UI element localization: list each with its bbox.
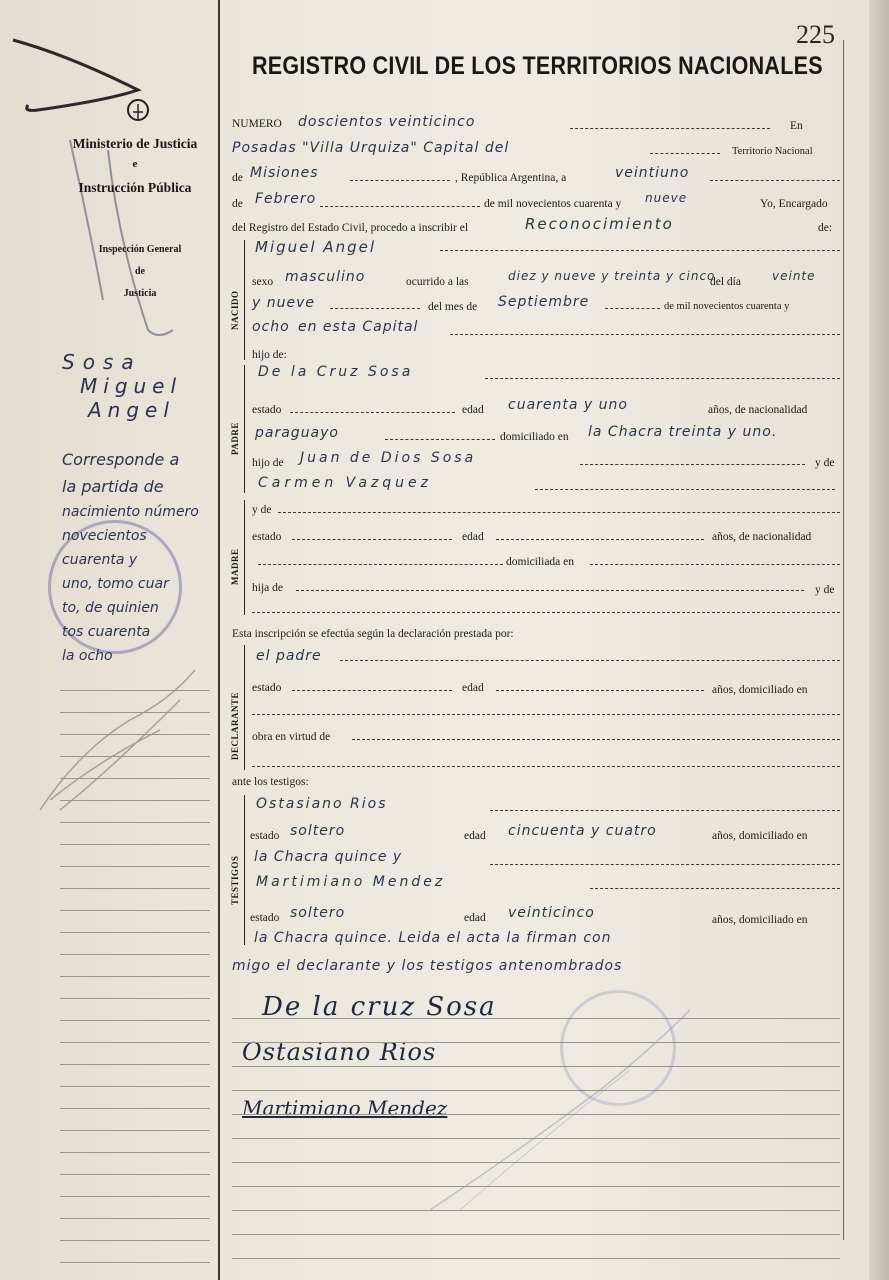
inspection-line2: de bbox=[135, 266, 145, 277]
de-label: de bbox=[232, 172, 243, 184]
margin-note-line: uno, tomo cuar bbox=[62, 576, 169, 592]
dash-line bbox=[258, 564, 503, 565]
ministry-line1: Ministerio de Justicia bbox=[72, 136, 198, 151]
testigo1-domicilio: la Chacra quince y bbox=[254, 849, 403, 865]
year-label: de mil novecientos cuarenta y bbox=[484, 198, 622, 210]
testigos-bracket bbox=[244, 795, 245, 945]
dash-line bbox=[330, 308, 420, 309]
declarante-estado-label: estado bbox=[252, 682, 282, 694]
obra-label: obra en virtud de bbox=[252, 731, 331, 743]
padre-y-de-label: y de bbox=[815, 457, 835, 469]
republica-label: , República Argentina, a bbox=[455, 172, 567, 184]
ruled-line bbox=[232, 1234, 840, 1235]
numero-label: NUMERO bbox=[232, 118, 282, 130]
testigos-side-label: TESTIGOS bbox=[230, 855, 240, 905]
mes-value: Febrero bbox=[255, 191, 317, 207]
ruled-line bbox=[60, 866, 210, 867]
dash-line bbox=[350, 180, 450, 181]
ruled-line bbox=[60, 822, 210, 823]
dash-line bbox=[710, 180, 840, 181]
ruled-line bbox=[60, 690, 210, 691]
ruled-line bbox=[60, 1108, 210, 1109]
territorio-value: Misiones bbox=[250, 165, 319, 181]
sexo-label: sexo bbox=[252, 276, 274, 288]
ministry-line2: e bbox=[132, 158, 138, 170]
margin-divider bbox=[218, 0, 220, 1280]
dash-line bbox=[496, 690, 704, 691]
madre-edad-label: edad bbox=[462, 531, 484, 543]
dash-line bbox=[570, 128, 770, 129]
ruled-line bbox=[60, 1086, 210, 1087]
testigo2-domicilio: la Chacra quince. Leida el acta la firman con bbox=[254, 930, 612, 946]
madre-domiciliada-label: domiciliada en bbox=[506, 556, 575, 568]
ruled-line bbox=[60, 1130, 210, 1131]
dash-line bbox=[440, 250, 840, 251]
dash-line bbox=[496, 539, 704, 540]
right-margin-line bbox=[843, 40, 844, 1240]
testigo1-edad: cincuenta y cuatro bbox=[508, 823, 657, 839]
nacido-dia-value: veinte bbox=[772, 269, 816, 283]
place-value: Posadas "Villa Urquiza" Capital del bbox=[232, 140, 510, 156]
dia-value: veintiuno bbox=[615, 165, 690, 181]
padre-domicilio-value: la Chacra treinta y uno. bbox=[588, 424, 778, 440]
margin-note-line: la partida de bbox=[62, 477, 164, 496]
ruled-line bbox=[60, 712, 210, 713]
ruled-line bbox=[60, 1218, 210, 1219]
testigo2-edad: veinticinco bbox=[508, 905, 595, 921]
padre-padre-value: Juan de Dios Sosa bbox=[300, 450, 477, 466]
testigo1-dom-label: años, domiciliado en bbox=[712, 830, 808, 842]
ruled-line bbox=[60, 1152, 210, 1153]
signature-testigo2: Martimiano Mendez bbox=[242, 1096, 448, 1120]
dash-line bbox=[340, 660, 840, 661]
acto-value: Reconocimiento bbox=[525, 215, 674, 233]
ruled-line bbox=[60, 1042, 210, 1043]
padre-hijo-de-label: hijo de bbox=[252, 457, 284, 469]
en-label: En bbox=[790, 120, 803, 132]
dash-line bbox=[605, 308, 660, 309]
dash-line bbox=[580, 464, 805, 465]
margin-note-line: nacimiento número bbox=[62, 504, 199, 520]
de-label: de: bbox=[818, 222, 833, 234]
padre-edad-value: cuarenta y uno bbox=[508, 397, 628, 413]
ruled-line bbox=[60, 734, 210, 735]
dash-line bbox=[252, 714, 840, 715]
ruled-line bbox=[60, 954, 210, 955]
margin-name1: Miguel bbox=[80, 374, 183, 398]
del-mes-label: del mes de bbox=[428, 301, 478, 313]
dash-line bbox=[292, 690, 452, 691]
madre-bracket bbox=[244, 500, 245, 615]
testigo1-nombre: Ostasiano Rios bbox=[256, 796, 388, 812]
inspection-line3: Justicia bbox=[123, 288, 157, 299]
declaracion-label: Esta inscripción se efectúa según la declaración prestada por: bbox=[232, 628, 514, 640]
dash-line bbox=[590, 888, 840, 889]
margin-note-line: tos cuarenta bbox=[62, 624, 151, 640]
testigo2-nombre: Martimiano Mendez bbox=[256, 874, 446, 890]
nacido-mes-value: Septiembre bbox=[498, 294, 590, 310]
hora-value: diez y nueve y treinta y cinco bbox=[508, 269, 716, 283]
ruled-line bbox=[60, 1064, 210, 1065]
declarante-edad-label: edad bbox=[462, 682, 484, 694]
testigo2-edad-label: edad bbox=[464, 912, 486, 924]
ruled-line bbox=[60, 1174, 210, 1175]
madre-estado-label: estado bbox=[252, 531, 282, 543]
padre-madre-value: Carmen Vazquez bbox=[258, 475, 433, 491]
ruled-line bbox=[60, 932, 210, 933]
page-number: 225 bbox=[796, 20, 835, 49]
margin-note-line: to, de quinien bbox=[62, 600, 159, 616]
ruled-line bbox=[60, 1240, 210, 1241]
ruled-line bbox=[60, 1020, 210, 1021]
margin-name2: Angel bbox=[88, 398, 175, 422]
dash-line bbox=[278, 512, 840, 513]
ruled-line bbox=[60, 998, 210, 999]
hijo-label: hijo de: bbox=[252, 349, 287, 361]
dash-line bbox=[252, 766, 840, 767]
nacido-bracket bbox=[244, 240, 245, 360]
padre-nacionalidad-label: años, de nacionalidad bbox=[708, 404, 808, 416]
dash-line bbox=[252, 612, 840, 613]
padre-estado-label: estado bbox=[252, 404, 282, 416]
dash-line bbox=[590, 564, 840, 565]
page-edge bbox=[869, 0, 889, 1280]
padre-bracket bbox=[244, 365, 245, 493]
padre-side-label: PADRE bbox=[230, 422, 240, 455]
madre-y-de-label: y de bbox=[252, 504, 272, 516]
ruled-line bbox=[60, 844, 210, 845]
territorio-label: Territorio Nacional bbox=[732, 146, 813, 157]
numero-value: doscientos veinticinco bbox=[298, 114, 476, 130]
ruled-line bbox=[60, 800, 210, 801]
dash-line bbox=[385, 439, 495, 440]
dash-line bbox=[490, 864, 840, 865]
ruled-line bbox=[60, 1196, 210, 1197]
signature-declarante: De la cruz Sosa bbox=[262, 992, 497, 1022]
ruled-line bbox=[232, 1258, 840, 1259]
anio-label: de mil novecientos cuarenta y bbox=[664, 301, 790, 312]
sexo-value: masculino bbox=[285, 269, 366, 285]
declarante-nombre: el padre bbox=[256, 648, 322, 664]
declarante-bracket bbox=[244, 645, 245, 770]
margin-signature-scribble bbox=[20, 660, 210, 820]
margin-note-line: Corresponde a bbox=[62, 450, 180, 469]
testigo2-estado: soltero bbox=[290, 905, 346, 921]
madre-nacionalidad-label: años, de nacionalidad bbox=[712, 531, 812, 543]
testigo1-estado: soltero bbox=[290, 823, 346, 839]
ruled-line bbox=[60, 888, 210, 889]
document-title: REGISTRO CIVIL DE LOS TERRITORIOS NACIONALES bbox=[252, 52, 823, 80]
ruled-line bbox=[60, 778, 210, 779]
registro-label: del Registro del Estado Civil, procedo a inscribir el bbox=[232, 222, 469, 234]
margin-note-line: novecientos bbox=[62, 528, 147, 544]
encargado-label: Yo, Encargado bbox=[760, 198, 828, 210]
testigo1-edad-label: edad bbox=[464, 830, 486, 842]
padre-nombre: De la Cruz Sosa bbox=[258, 364, 414, 380]
ruled-line bbox=[60, 976, 210, 977]
madre-hija-de-label: hija de bbox=[252, 582, 283, 594]
dash-line bbox=[320, 206, 480, 207]
closing-text: migo el declarante y los testigos antenombrados bbox=[232, 958, 623, 974]
ruled-line bbox=[60, 1262, 210, 1263]
dash-line bbox=[290, 412, 455, 413]
year-value: nueve bbox=[645, 191, 688, 205]
dash-line bbox=[352, 739, 840, 740]
madre-y-de-label2: y de bbox=[815, 584, 835, 596]
madre-side-label: MADRE bbox=[230, 548, 240, 585]
ruled-line bbox=[60, 756, 210, 757]
dash-line bbox=[490, 810, 840, 811]
nacido-nombre: Miguel Angel bbox=[255, 238, 376, 256]
dash-line bbox=[650, 153, 720, 154]
padre-edad-label: edad bbox=[462, 404, 484, 416]
inspection-line1: Inspección General bbox=[98, 244, 182, 255]
dash-line bbox=[296, 590, 804, 591]
nacido-lugar-value: en esta Capital bbox=[298, 319, 419, 335]
testigos-label: ante los testigos: bbox=[232, 776, 309, 788]
testigo2-estado-label: estado bbox=[250, 912, 280, 924]
dash-line bbox=[292, 539, 452, 540]
de-label: de bbox=[232, 198, 243, 210]
margin-surname: Sosa bbox=[62, 350, 142, 374]
nacido-dia-value2: y nueve bbox=[252, 295, 315, 311]
testigo1-estado-label: estado bbox=[250, 830, 280, 842]
margin-note-line: cuarenta y bbox=[62, 552, 138, 568]
del-dia-label: del día bbox=[710, 276, 741, 288]
dash-line bbox=[535, 489, 835, 490]
testigo2-dom-label: años, domiciliado en bbox=[712, 914, 808, 926]
margin-note-line: la ocho bbox=[62, 648, 113, 664]
padre-nacionalidad-value: paraguayo bbox=[255, 425, 339, 441]
ministry-line3: Instrucción Pública bbox=[78, 180, 192, 195]
nacido-anio-value: ocho bbox=[252, 319, 290, 335]
ocurrido-label: ocurrido a las bbox=[406, 276, 469, 288]
margin-note bbox=[62, 450, 199, 664]
declarante-domiciliado-label: años, domiciliado en bbox=[712, 684, 808, 696]
declarante-side-label: DECLARANTE bbox=[230, 691, 240, 760]
ruled-line bbox=[60, 910, 210, 911]
dash-line bbox=[485, 378, 840, 379]
nacido-side-label: NACIDO bbox=[230, 290, 240, 330]
padre-domiciliado-label: domiciliado en bbox=[500, 431, 569, 443]
dash-line bbox=[450, 334, 840, 335]
signature-testigo1: Ostasiano Rios bbox=[242, 1038, 437, 1066]
faint-stamp bbox=[560, 990, 676, 1106]
